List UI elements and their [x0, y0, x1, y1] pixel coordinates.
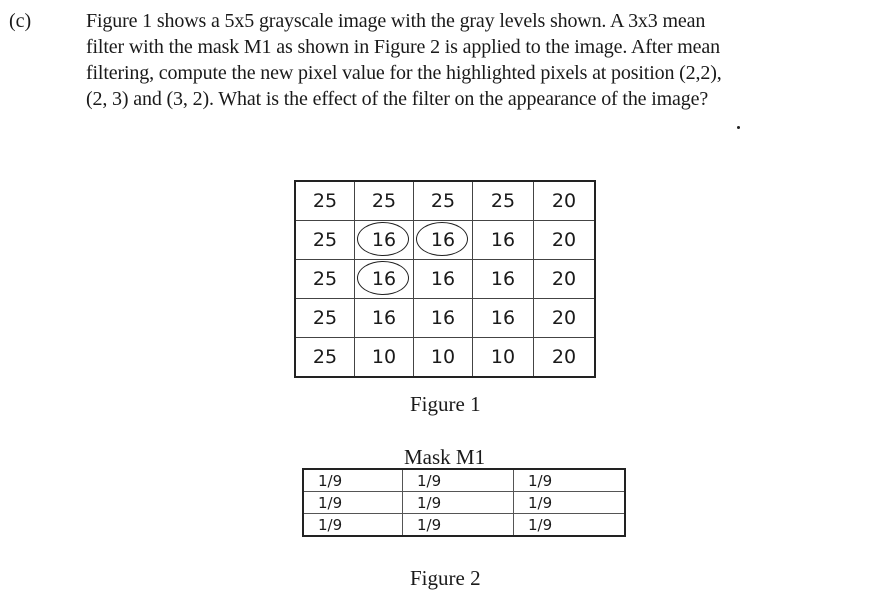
mask-row: [303, 469, 625, 492]
pixel-cell: 16: [473, 299, 534, 338]
pixel-cell: 25: [295, 338, 355, 378]
pixel-cell: 25: [473, 181, 534, 221]
highlighted-pixel-cell: [414, 221, 473, 260]
pixel-cell: 25: [355, 181, 414, 221]
pixel-cell: 25: [295, 181, 355, 221]
pixel-value: 16: [430, 229, 456, 251]
pixel-cell: 10: [473, 338, 534, 378]
question-line: filter with the mask M1 as shown in Figure 2 is applied to the image. After mean: [86, 36, 720, 58]
pixel-cell: 10: [414, 338, 473, 378]
pixel-cell: 16: [414, 260, 473, 299]
mask-row: [303, 492, 625, 514]
pixel-cell: 16: [473, 260, 534, 299]
mask-cell: 1/9: [303, 469, 403, 492]
mask-cell: 1/9: [403, 469, 514, 492]
pixel-cell: 16: [414, 299, 473, 338]
pixel-cell: 25: [414, 181, 473, 221]
image-grid-figure1: [294, 180, 596, 378]
image-grid-row: [295, 260, 595, 299]
figure1-caption: Figure 1: [410, 392, 481, 416]
mask-cell: 1/9: [514, 514, 626, 537]
pixel-value: 16: [371, 268, 397, 290]
highlighted-pixel-cell: [355, 260, 414, 299]
question-label: (c): [9, 10, 32, 32]
image-grid-row: [295, 299, 595, 338]
mask-row: [303, 514, 625, 537]
pixel-cell: 16: [355, 299, 414, 338]
pixel-cell: 20: [534, 260, 596, 299]
pixel-value: 16: [371, 229, 397, 251]
image-grid-row: [295, 338, 595, 378]
mask-cell: 1/9: [514, 469, 626, 492]
mask-title: Mask M1: [404, 445, 486, 469]
pixel-cell: 25: [295, 260, 355, 299]
pixel-cell: 16: [473, 221, 534, 260]
question-line: Figure 1 shows a 5x5 grayscale image with the gray levels shown. A 3x3 mean: [86, 10, 706, 32]
pixel-cell: 20: [534, 181, 596, 221]
figure2-caption: Figure 2: [410, 566, 481, 590]
scan-speck: [737, 126, 740, 129]
mask-cell: 1/9: [403, 514, 514, 537]
question-text: [86, 8, 826, 112]
image-grid-row: [295, 181, 595, 221]
highlighted-pixel-cell: [355, 221, 414, 260]
pixel-cell: 20: [534, 299, 596, 338]
mask-cell: 1/9: [303, 492, 403, 514]
mask-grid-figure2: [302, 468, 626, 537]
pixel-cell: 25: [295, 221, 355, 260]
pixel-cell: 25: [295, 299, 355, 338]
mask-cell: 1/9: [303, 514, 403, 537]
mask-cell: 1/9: [403, 492, 514, 514]
pixel-cell: 20: [534, 221, 596, 260]
pixel-cell: 20: [534, 338, 596, 378]
pixel-cell: 10: [355, 338, 414, 378]
image-grid-row: [295, 221, 595, 260]
question-line: filtering, compute the new pixel value for the highlighted pixels at position (2,2),: [86, 62, 722, 84]
mask-cell: 1/9: [514, 492, 626, 514]
question-line: (2, 3) and (3, 2). What is the effect of the filter on the appearance of the image?: [86, 88, 709, 110]
